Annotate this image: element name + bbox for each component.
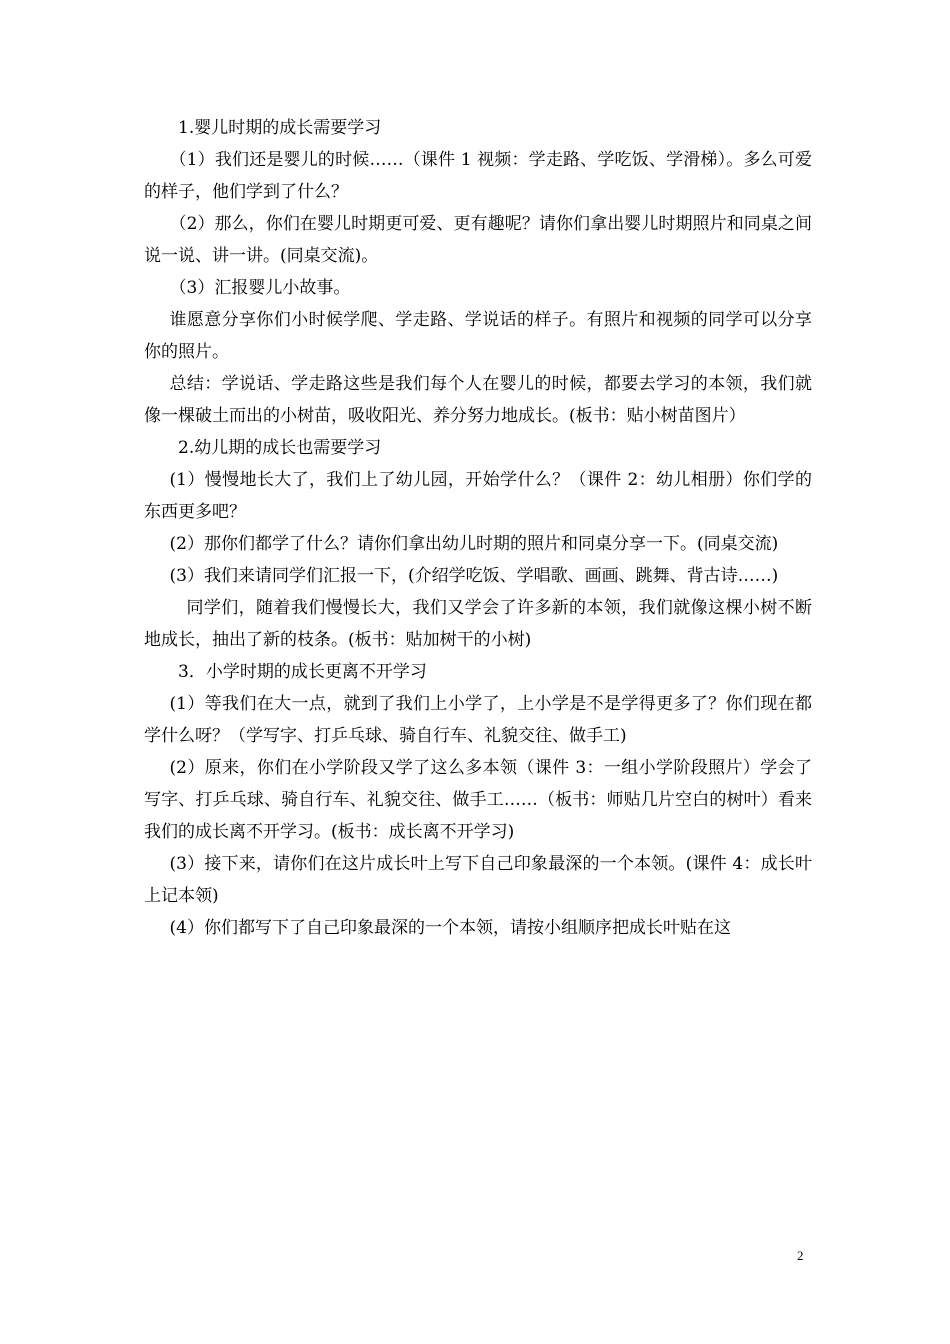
paragraph-13: (2）原来，你们在小学阶段又学了这么多本领（课件 3：一组小学阶段照片）学会了写字、打乒乓球、骑自行车、礼貌交往、做手工……（板书：师贴几片空白的树叶）看来我们的成长离不开学习。(板书：成长离不开学习) [144,758,812,842]
document-body [144,112,812,944]
paragraph-14: (3）接下来，请你们在这片成长叶上写下自己印象最深的一个本领。(课件 4：成长叶上记本领) [144,854,812,906]
paragraph-6: 2.幼儿期的成长也需要学习 [178,438,382,458]
page-number: 2 [797,1248,804,1263]
paragraph-1: （1）我们还是婴儿的时候……（课件 1 视频：学走路、学吃饭、学滑梯）。多么可爱的样子，他们学到了什么？ [144,150,812,202]
paragraph-11: 3．小学时期的成长更离不开学习 [178,662,427,682]
paragraph-12: (1）等我们在大一点，就到了我们上小学了，上小学是不是学得更多了？你们现在都学什么呀？（学写字、打乒乓球、骑自行车、礼貌交往、做手工) [144,694,812,746]
paragraph-0: 1.婴儿时期的成长需要学习 [178,118,382,138]
paragraph-7: (1）慢慢地长大了，我们上了幼儿园，开始学什么？（课件 2：幼儿相册）你们学的东西更多吧？ [144,470,812,522]
paragraph-9: (3）我们来请同学们汇报一下，(介绍学吃饭、学唱歌、画画、跳舞、背古诗……) [169,566,779,586]
paragraph-3: （3）汇报婴儿小故事。 [169,278,351,298]
paragraph-4: 谁愿意分享你们小时候学爬、学走路、学说话的样子。有照片和视频的同学可以分享你的照片。 [144,310,812,362]
paragraph-10: 同学们，随着我们慢慢长大，我们又学会了许多新的本领，我们就像这棵小树不断地成长，抽出了新的枝条。(板书：贴加树干的小树) [144,598,812,650]
paragraph-2: （2）那么，你们在婴儿时期更可爱、更有趣呢？请你们拿出婴儿时期照片和同桌之间说一说、讲一讲。(同桌交流)。 [144,214,812,266]
paragraph-15: (4）你们都写下了自己印象最深的一个本领，请按小组顺序把成长叶贴在这 [169,918,731,938]
paragraph-5: 总结：学说话、学走路这些是我们每个人在婴儿的时候，都要去学习的本领，我们就像一棵破土而出的小树苗，吸收阳光、养分努力地成长。(板书：贴小树苗图片） [144,374,812,426]
paragraph-8: (2）那你们都学了什么？请你们拿出幼儿时期的照片和同桌分享一下。(同桌交流) [169,534,779,554]
